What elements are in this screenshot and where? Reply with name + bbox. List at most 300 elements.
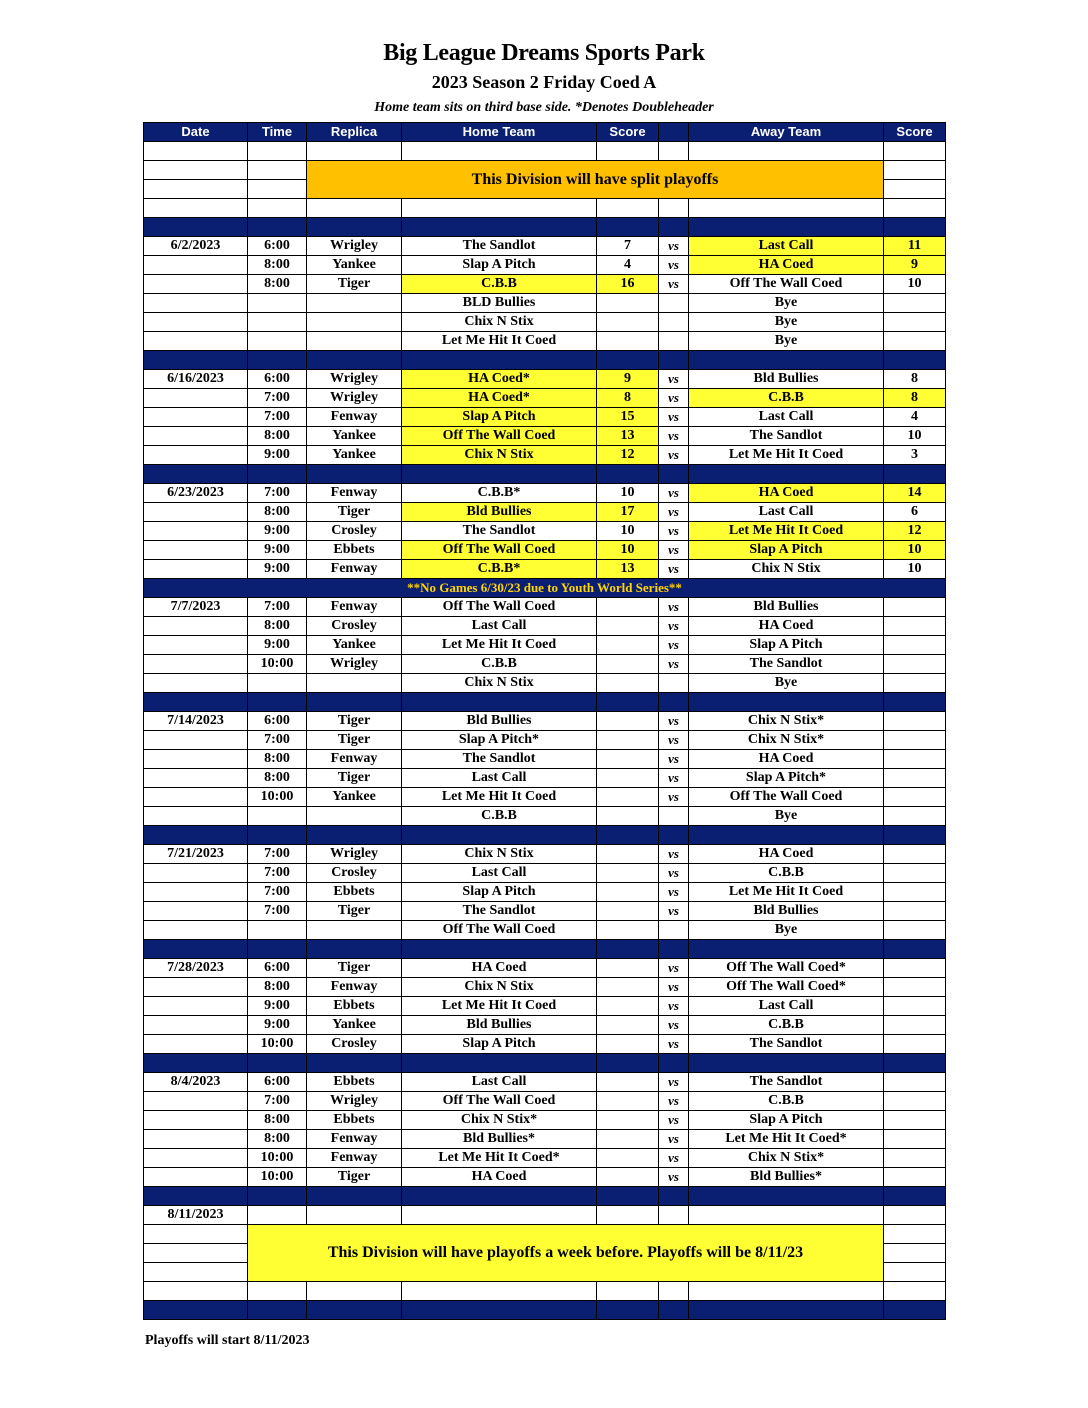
separator-cell [402, 1187, 597, 1206]
separator-cell [659, 826, 689, 845]
game-row [144, 503, 946, 522]
away-team: Let Me Hit It Coed* [689, 1130, 884, 1149]
away-team: Off The Wall Coed* [689, 978, 884, 997]
game-replica: Yankee [307, 427, 402, 446]
separator-cell [659, 465, 689, 484]
game-replica: Fenway [307, 484, 402, 503]
away-team: HA Coed [689, 256, 884, 275]
home-team: Slap A Pitch [402, 1035, 597, 1054]
game-time: 6:00 [248, 370, 307, 389]
game-row [144, 788, 946, 807]
blank-cell [597, 1282, 659, 1301]
away-score [884, 1149, 946, 1168]
separator-cell [597, 693, 659, 712]
vs-label: vs [659, 788, 689, 807]
game-replica [307, 807, 402, 826]
schedule-table [143, 122, 946, 1320]
separator-cell [884, 1054, 946, 1073]
game-date [144, 769, 248, 788]
home-score: 17 [597, 503, 659, 522]
away-team: C.B.B [689, 389, 884, 408]
game-row [144, 1092, 946, 1111]
home-score: 15 [597, 408, 659, 427]
home-team: Let Me Hit It Coed* [402, 1149, 597, 1168]
game-time: 8:00 [248, 1130, 307, 1149]
game-date [144, 997, 248, 1016]
vs-label: vs [659, 655, 689, 674]
home-team: Bld Bullies [402, 1016, 597, 1035]
game-replica: Fenway [307, 978, 402, 997]
game-replica [307, 313, 402, 332]
separator-cell [689, 940, 884, 959]
game-date [144, 864, 248, 883]
separator-cell [144, 693, 248, 712]
game-time: 7:00 [248, 389, 307, 408]
game-row [144, 1111, 946, 1130]
blank-cell [884, 1282, 946, 1301]
game-replica: Ebbets [307, 997, 402, 1016]
game-date: 7/14/2023 [144, 712, 248, 731]
blank-cell [402, 1206, 597, 1225]
away-score [884, 313, 946, 332]
separator-cell [248, 218, 307, 237]
home-score: 9 [597, 370, 659, 389]
home-team: Chix N Stix [402, 845, 597, 864]
away-team: Chix N Stix* [689, 712, 884, 731]
away-team: Off The Wall Coed* [689, 959, 884, 978]
away-team: HA Coed [689, 750, 884, 769]
game-date [144, 275, 248, 294]
home-team: Slap A Pitch* [402, 731, 597, 750]
blank-cell [144, 199, 248, 218]
week-separator [144, 465, 946, 484]
home-team: Last Call [402, 1073, 597, 1092]
week-separator [144, 693, 946, 712]
vs-label [659, 294, 689, 313]
game-time: 10:00 [248, 1035, 307, 1054]
separator-cell [884, 693, 946, 712]
separator-cell [402, 940, 597, 959]
game-replica [307, 921, 402, 940]
away-team: C.B.B [689, 864, 884, 883]
home-team: C.B.B* [402, 560, 597, 579]
game-time: 7:00 [248, 1092, 307, 1111]
vs-label: vs [659, 712, 689, 731]
blank-row [144, 142, 946, 161]
away-team: HA Coed [689, 845, 884, 864]
separator-cell [402, 693, 597, 712]
game-row [144, 1035, 946, 1054]
vs-label [659, 807, 689, 826]
col-header-time: Time [248, 123, 307, 142]
col-header-date: Date [144, 123, 248, 142]
home-score: 7 [597, 237, 659, 256]
away-team: The Sandlot [689, 427, 884, 446]
header-row [144, 123, 946, 142]
game-time: 9:00 [248, 997, 307, 1016]
blank-cell [659, 199, 689, 218]
vs-label: vs [659, 1073, 689, 1092]
game-replica: Yankee [307, 1016, 402, 1035]
separator-cell [689, 218, 884, 237]
vs-label: vs [659, 902, 689, 921]
away-team: The Sandlot [689, 655, 884, 674]
away-team: C.B.B [689, 1092, 884, 1111]
away-score [884, 636, 946, 655]
vs-label: vs [659, 750, 689, 769]
game-date [144, 978, 248, 997]
game-replica: Tiger [307, 769, 402, 788]
separator-cell [884, 1301, 946, 1320]
blank-cell [884, 1225, 946, 1244]
game-time [248, 921, 307, 940]
vs-label: vs [659, 446, 689, 465]
home-score [597, 997, 659, 1016]
blank-cell [884, 199, 946, 218]
game-time: 8:00 [248, 427, 307, 446]
blank-cell [884, 1206, 946, 1225]
separator-cell [659, 1301, 689, 1320]
game-time: 8:00 [248, 617, 307, 636]
separator-cell [248, 1301, 307, 1320]
game-row [144, 712, 946, 731]
blank-cell [402, 199, 597, 218]
home-team: Last Call [402, 617, 597, 636]
game-row [144, 978, 946, 997]
col-header-home-score: Score [597, 123, 659, 142]
separator-cell [884, 218, 946, 237]
game-time: 8:00 [248, 769, 307, 788]
blank-cell [884, 161, 946, 180]
home-score: 4 [597, 256, 659, 275]
game-row [144, 541, 946, 560]
away-team: Slap A Pitch [689, 636, 884, 655]
separator-cell [689, 1301, 884, 1320]
game-replica: Yankee [307, 446, 402, 465]
vs-label: vs [659, 883, 689, 902]
game-date [144, 788, 248, 807]
blank-cell [884, 180, 946, 199]
separator-cell [884, 465, 946, 484]
game-time [248, 807, 307, 826]
away-score [884, 845, 946, 864]
separator-cell [307, 693, 402, 712]
home-team: BLD Bullies [402, 294, 597, 313]
game-time: 6:00 [248, 712, 307, 731]
home-team: Let Me Hit It Coed [402, 636, 597, 655]
vs-label: vs [659, 389, 689, 408]
game-row [144, 408, 946, 427]
away-score: 10 [884, 275, 946, 294]
game-time [248, 674, 307, 693]
separator-cell [144, 218, 248, 237]
home-score [597, 959, 659, 978]
game-row [144, 617, 946, 636]
away-team: Bld Bullies [689, 598, 884, 617]
separator-cell [659, 1187, 689, 1206]
game-row [144, 484, 946, 503]
game-date [144, 541, 248, 560]
game-replica: Ebbets [307, 541, 402, 560]
home-score [597, 731, 659, 750]
week-separator [144, 940, 946, 959]
game-row [144, 959, 946, 978]
home-score [597, 750, 659, 769]
separator-cell [659, 693, 689, 712]
vs-label: vs [659, 959, 689, 978]
separator-cell [689, 1054, 884, 1073]
game-row [144, 294, 946, 313]
game-replica: Tiger [307, 503, 402, 522]
home-team: Chix N Stix [402, 446, 597, 465]
away-score [884, 1168, 946, 1187]
game-row [144, 864, 946, 883]
game-time: 9:00 [248, 541, 307, 560]
away-score [884, 902, 946, 921]
game-row [144, 389, 946, 408]
blank-cell [659, 1206, 689, 1225]
home-team: Bld Bullies [402, 712, 597, 731]
blank-cell [248, 161, 307, 180]
separator-cell [884, 1187, 946, 1206]
separator-cell [884, 826, 946, 845]
home-score [597, 807, 659, 826]
game-row [144, 370, 946, 389]
away-score [884, 332, 946, 351]
col-header-home-team: Home Team [402, 123, 597, 142]
game-date: 7/7/2023 [144, 598, 248, 617]
game-row [144, 522, 946, 541]
game-time: 7:00 [248, 883, 307, 902]
blank-cell [659, 142, 689, 161]
separator-cell [689, 826, 884, 845]
separator-cell [248, 351, 307, 370]
blank-cell [689, 199, 884, 218]
game-replica: Yankee [307, 636, 402, 655]
game-date [144, 1149, 248, 1168]
game-row [144, 769, 946, 788]
blank-cell [884, 142, 946, 161]
blank-cell [144, 1282, 248, 1301]
game-row [144, 902, 946, 921]
home-team: Off The Wall Coed [402, 1092, 597, 1111]
separator-cell [248, 940, 307, 959]
away-score: 4 [884, 408, 946, 427]
game-replica: Ebbets [307, 883, 402, 902]
game-replica: Fenway [307, 750, 402, 769]
away-team: Bye [689, 332, 884, 351]
home-team: Off The Wall Coed [402, 598, 597, 617]
blank-cell [144, 180, 248, 199]
separator-cell [307, 826, 402, 845]
game-replica: Tiger [307, 902, 402, 921]
blank-cell [307, 142, 402, 161]
vs-label: vs [659, 731, 689, 750]
home-team: Bld Bullies* [402, 1130, 597, 1149]
separator-cell [884, 940, 946, 959]
vs-label: vs [659, 541, 689, 560]
home-team: HA Coed* [402, 370, 597, 389]
home-score: 10 [597, 484, 659, 503]
separator-cell [307, 351, 402, 370]
separator-cell [307, 1301, 402, 1320]
away-score [884, 1073, 946, 1092]
blank-cell [597, 199, 659, 218]
game-time: 8:00 [248, 275, 307, 294]
away-team: Bld Bullies [689, 370, 884, 389]
home-team: Let Me Hit It Coed [402, 788, 597, 807]
home-team: Off The Wall Coed [402, 541, 597, 560]
separator-cell [248, 1054, 307, 1073]
separator-cell [597, 940, 659, 959]
doubleheader-note: Home team sits on third base side. *Denotes Doubleheader [374, 100, 714, 115]
away-score: 10 [884, 560, 946, 579]
page-title: Big League Dreams Sports Park [383, 40, 705, 66]
home-team: C.B.B [402, 275, 597, 294]
game-row [144, 845, 946, 864]
game-date: 8/11/2023 [144, 1206, 248, 1225]
separator-cell [689, 465, 884, 484]
home-score [597, 1130, 659, 1149]
home-score [597, 1111, 659, 1130]
game-date [144, 617, 248, 636]
away-score: 10 [884, 427, 946, 446]
game-time: 8:00 [248, 503, 307, 522]
game-date [144, 636, 248, 655]
game-replica: Fenway [307, 1149, 402, 1168]
separator-cell [144, 940, 248, 959]
vs-label: vs [659, 636, 689, 655]
away-team: The Sandlot [689, 1035, 884, 1054]
away-score: 12 [884, 522, 946, 541]
separator-cell [659, 940, 689, 959]
vs-label: vs [659, 1149, 689, 1168]
game-row [144, 883, 946, 902]
vs-label: vs [659, 408, 689, 427]
vs-label: vs [659, 1016, 689, 1035]
game-time: 8:00 [248, 750, 307, 769]
vs-label: vs [659, 484, 689, 503]
blank-cell [597, 1206, 659, 1225]
separator-cell [402, 826, 597, 845]
playoff-date-row [144, 1206, 946, 1225]
page-subtitle: 2023 Season 2 Friday Coed A [431, 72, 657, 92]
col-header-vs [659, 123, 689, 142]
game-replica [307, 294, 402, 313]
home-team: Chix N Stix* [402, 1111, 597, 1130]
home-team: Chix N Stix [402, 313, 597, 332]
game-row [144, 750, 946, 769]
separator-cell [689, 351, 884, 370]
home-score [597, 1149, 659, 1168]
separator-cell [307, 465, 402, 484]
vs-label: vs [659, 522, 689, 541]
game-replica: Yankee [307, 256, 402, 275]
vs-label: vs [659, 503, 689, 522]
game-time: 9:00 [248, 636, 307, 655]
vs-label: vs [659, 256, 689, 275]
separator-cell [402, 1054, 597, 1073]
game-date [144, 1130, 248, 1149]
vs-label: vs [659, 997, 689, 1016]
separator-cell [144, 1301, 248, 1320]
home-team: Last Call [402, 864, 597, 883]
game-date [144, 332, 248, 351]
home-score [597, 902, 659, 921]
game-row [144, 674, 946, 693]
game-row [144, 1130, 946, 1149]
away-score [884, 807, 946, 826]
game-row [144, 921, 946, 940]
playoffs-banner: This Division will have playoffs a week before. Playoffs will be 8/11/23 [248, 1225, 884, 1282]
away-score [884, 959, 946, 978]
separator-cell [307, 218, 402, 237]
separator-cell [144, 1187, 248, 1206]
game-replica: Wrigley [307, 655, 402, 674]
away-score [884, 674, 946, 693]
blank-cell [144, 161, 248, 180]
away-score [884, 769, 946, 788]
game-date: 6/16/2023 [144, 370, 248, 389]
away-team: Bye [689, 807, 884, 826]
game-replica: Fenway [307, 408, 402, 427]
away-team: Slap A Pitch* [689, 769, 884, 788]
home-score [597, 674, 659, 693]
game-row [144, 1073, 946, 1092]
vs-label: vs [659, 560, 689, 579]
home-team: HA Coed [402, 1168, 597, 1187]
col-header-away-score: Score [884, 123, 946, 142]
game-row [144, 1168, 946, 1187]
home-team: HA Coed [402, 959, 597, 978]
separator-cell [307, 1187, 402, 1206]
game-date [144, 256, 248, 275]
game-row [144, 332, 946, 351]
separator-cell [402, 218, 597, 237]
separator-cell [248, 693, 307, 712]
home-team: The Sandlot [402, 750, 597, 769]
home-team: HA Coed* [402, 389, 597, 408]
vs-label: vs [659, 598, 689, 617]
blank-cell [307, 199, 402, 218]
home-score: 8 [597, 389, 659, 408]
game-replica: Tiger [307, 712, 402, 731]
game-date [144, 883, 248, 902]
away-score [884, 655, 946, 674]
game-date [144, 427, 248, 446]
game-row [144, 997, 946, 1016]
vs-label: vs [659, 1092, 689, 1111]
home-score [597, 294, 659, 313]
game-time: 10:00 [248, 1149, 307, 1168]
week-separator [144, 1301, 946, 1320]
separator-cell [248, 826, 307, 845]
home-score: 16 [597, 275, 659, 294]
vs-label [659, 332, 689, 351]
vs-label [659, 313, 689, 332]
game-replica: Crosley [307, 864, 402, 883]
col-header-away-team: Away Team [689, 123, 884, 142]
separator-cell [144, 1054, 248, 1073]
game-time: 10:00 [248, 1168, 307, 1187]
separator-cell [659, 218, 689, 237]
game-row [144, 1016, 946, 1035]
game-date: 8/4/2023 [144, 1073, 248, 1092]
home-score [597, 636, 659, 655]
home-score [597, 1073, 659, 1092]
game-date [144, 1016, 248, 1035]
vs-label: vs [659, 617, 689, 636]
